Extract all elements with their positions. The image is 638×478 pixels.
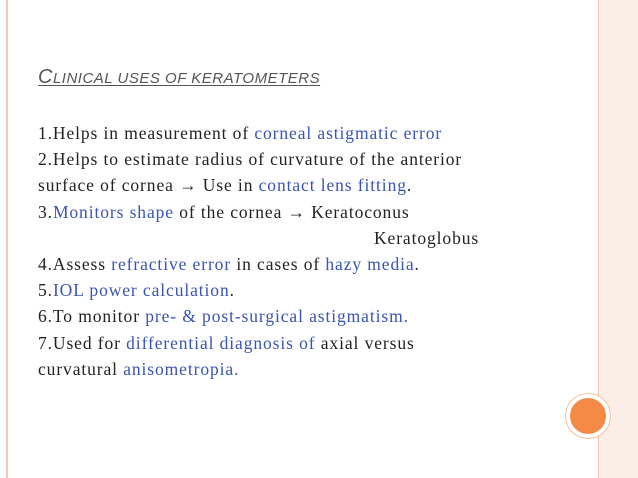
- body-text: 2.Helps to estimate radius of curvature of the anterior: [38, 149, 463, 170]
- body-text: curvatural: [38, 358, 124, 379]
- body-text: 5.: [38, 280, 53, 301]
- body-line: [38, 120, 593, 146]
- body-text: axial versus: [315, 332, 415, 353]
- body-line: [38, 225, 593, 251]
- body-text: .: [406, 175, 413, 196]
- highlighted-term: Monitors shape: [52, 201, 174, 222]
- body-line: [38, 172, 593, 198]
- left-border-line: [6, 0, 8, 478]
- body-text: 7.Used for: [38, 332, 127, 353]
- highlighted-term: anisometropia.: [123, 358, 240, 379]
- body-line: [38, 356, 593, 382]
- body-line: [38, 277, 593, 303]
- highlighted-term: IOL power calculation: [52, 280, 230, 301]
- body-text: .: [229, 280, 235, 301]
- body-text: 3.: [38, 201, 53, 222]
- body-text: 4.Assess: [38, 254, 112, 275]
- arrow-icon: →: [179, 175, 198, 196]
- highlighted-term: differential diagnosis of: [126, 332, 316, 353]
- body-text: Use in: [197, 175, 259, 196]
- title-first-letter: C: [38, 66, 53, 88]
- arrow-icon: →: [287, 201, 306, 222]
- body-line: [38, 146, 593, 172]
- body-text: 1.Helps in measurement of: [38, 123, 255, 143]
- body-line: [38, 251, 593, 277]
- right-side-panel: [598, 0, 638, 478]
- body-text: Keratoconus: [305, 201, 410, 222]
- highlighted-term: hazy media: [325, 254, 415, 275]
- body-text: Keratoglobus: [374, 227, 480, 248]
- body-text: surface of cornea: [38, 175, 180, 196]
- slide-title: [38, 66, 320, 89]
- slide-body: [38, 120, 593, 382]
- body-line: [38, 303, 593, 329]
- highlighted-term: refractive error: [111, 254, 232, 275]
- body-text: of the cornea: [173, 201, 288, 222]
- body-text: .: [414, 254, 420, 275]
- body-line: [38, 330, 593, 356]
- orange-circle-decoration: [570, 398, 606, 434]
- highlighted-term: pre- & post-surgical astigmatism.: [145, 306, 409, 327]
- title-rest: LINICAL USES OF KERATOMETERS: [52, 70, 321, 87]
- body-text: 6.To monitor: [38, 306, 146, 327]
- body-line: [38, 199, 593, 225]
- highlighted-term: contact lens fitting: [258, 175, 407, 196]
- body-text: in cases of: [231, 254, 326, 275]
- highlighted-term: corneal astigmatic error: [254, 123, 443, 143]
